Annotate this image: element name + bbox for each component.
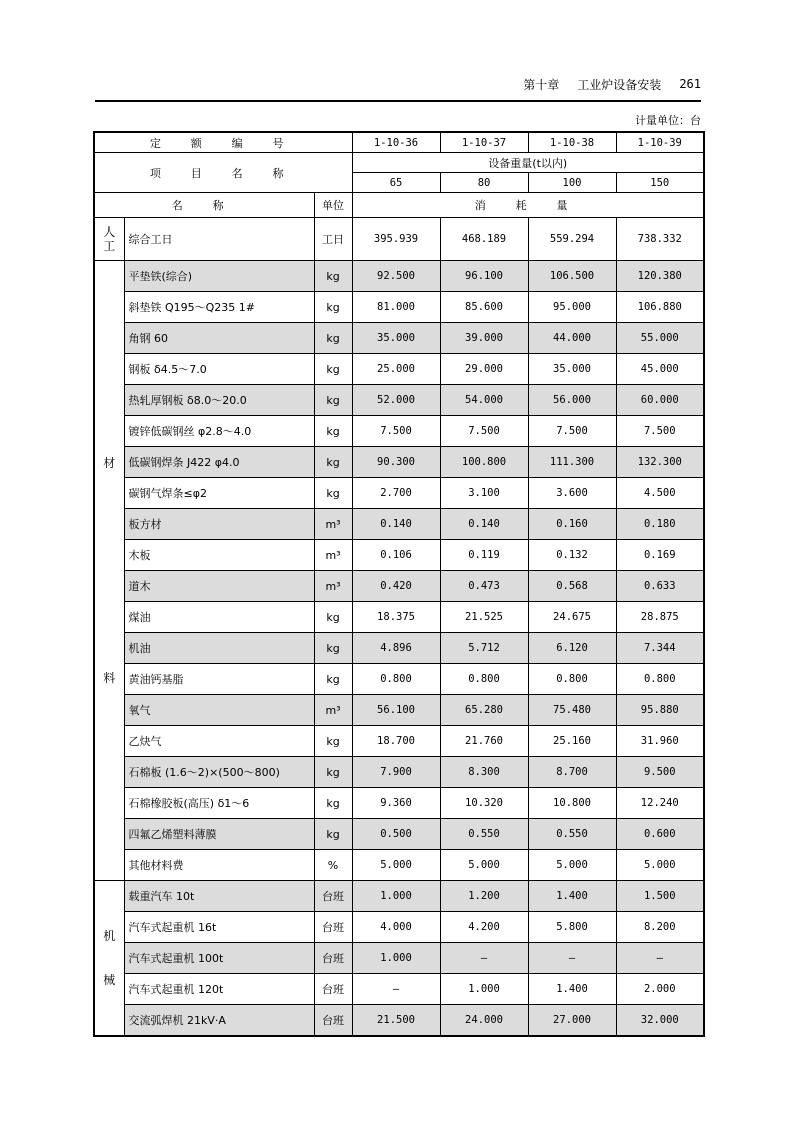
- material-item-unit: kg: [314, 664, 352, 695]
- material-row: [94, 385, 704, 416]
- material-value-cell: 81.000: [352, 292, 440, 323]
- material-value-cell: 18.700: [352, 726, 440, 757]
- material-value-cell: 21.760: [440, 726, 528, 757]
- machine-value-cell: 5.800: [528, 912, 616, 943]
- material-row: [94, 509, 704, 540]
- machine-value-cell: —: [440, 943, 528, 974]
- material-item-name: 道木: [124, 571, 314, 602]
- material-value-cell: 92.500: [352, 261, 440, 292]
- material-row: [94, 819, 704, 850]
- material-item-unit: kg: [314, 323, 352, 354]
- material-value-cell: 56.100: [352, 695, 440, 726]
- page-header: [95, 70, 701, 98]
- machine-value-cell: 2.000: [616, 974, 704, 1005]
- material-value-cell: 0.106: [352, 540, 440, 571]
- material-value-cell: 95.000: [528, 292, 616, 323]
- machine-item-name: 汽车式起重机 16t: [124, 912, 314, 943]
- material-item-unit: kg: [314, 602, 352, 633]
- material-row: [94, 261, 704, 292]
- machine-value-cell: —: [352, 974, 440, 1005]
- material-value-cell: 8.300: [440, 757, 528, 788]
- material-value-cell: 0.140: [440, 509, 528, 540]
- material-value-cell: 10.320: [440, 788, 528, 819]
- material-group-char: 料: [103, 670, 116, 685]
- material-value-cell: 85.600: [440, 292, 528, 323]
- chapter-label: 第十章: [523, 77, 560, 92]
- material-value-cell: 0.800: [352, 664, 440, 695]
- material-value-cell: 7.900: [352, 757, 440, 788]
- material-value-cell: 8.700: [528, 757, 616, 788]
- material-value-cell: 75.480: [528, 695, 616, 726]
- material-value-cell: 5.712: [440, 633, 528, 664]
- code-cell: 1-10-37: [440, 132, 528, 153]
- labor-value-cell: 395.939: [352, 218, 440, 261]
- col-unit-header: 单位: [314, 193, 352, 218]
- material-value-cell: 44.000: [528, 323, 616, 354]
- material-item-name: 碳钢气焊条≤φ2: [124, 478, 314, 509]
- material-item-name: 四氟乙烯塑料薄膜: [124, 819, 314, 850]
- labor-group-char: 人: [103, 224, 116, 239]
- material-value-cell: 0.169: [616, 540, 704, 571]
- machine-row: [94, 943, 704, 974]
- weight-cell: 150: [616, 173, 704, 193]
- material-item-unit: kg: [314, 447, 352, 478]
- weight-label-row: [94, 153, 704, 173]
- material-item-unit: kg: [314, 757, 352, 788]
- material-value-cell: 132.300: [616, 447, 704, 478]
- material-item-name: 热轧厚钢板 δ8.0～20.0: [124, 385, 314, 416]
- machine-value-cell: 32.000: [616, 1005, 704, 1037]
- material-row: [94, 633, 704, 664]
- material-value-cell: 39.000: [440, 323, 528, 354]
- material-value-cell: 5.000: [352, 850, 440, 881]
- weight-label: 设备重量(t以内): [352, 153, 704, 173]
- material-row: [94, 788, 704, 819]
- machine-value-cell: 4.000: [352, 912, 440, 943]
- material-value-cell: 106.500: [528, 261, 616, 292]
- material-value-cell: 0.160: [528, 509, 616, 540]
- material-value-cell: 0.420: [352, 571, 440, 602]
- material-item-name: 石棉橡胶板(高压) δ1～6: [124, 788, 314, 819]
- material-item-unit: m³: [314, 540, 352, 571]
- material-value-cell: 120.380: [616, 261, 704, 292]
- header-rule: [95, 100, 701, 102]
- machine-group-label: [94, 881, 124, 1037]
- material-value-cell: 0.600: [616, 819, 704, 850]
- material-row: [94, 354, 704, 385]
- material-item-name: 其他材料费: [124, 850, 314, 881]
- material-value-cell: 5.000: [616, 850, 704, 881]
- material-item-unit: m³: [314, 695, 352, 726]
- material-row: [94, 695, 704, 726]
- material-value-cell: 21.525: [440, 602, 528, 633]
- material-group-char: 材: [103, 456, 116, 471]
- material-item-name: 乙炔气: [124, 726, 314, 757]
- material-value-cell: 3.100: [440, 478, 528, 509]
- machine-value-cell: 24.000: [440, 1005, 528, 1037]
- material-row: [94, 664, 704, 695]
- material-item-unit: kg: [314, 292, 352, 323]
- machine-item-unit: 台班: [314, 912, 352, 943]
- material-value-cell: 5.000: [440, 850, 528, 881]
- labor-group-char: 工: [103, 239, 116, 253]
- machine-value-cell: 4.200: [440, 912, 528, 943]
- material-item-name: 机油: [124, 633, 314, 664]
- machine-value-cell: 1.200: [440, 881, 528, 912]
- material-row: [94, 757, 704, 788]
- material-value-cell: 9.500: [616, 757, 704, 788]
- material-value-cell: 25.000: [352, 354, 440, 385]
- material-value-cell: 100.800: [440, 447, 528, 478]
- material-value-cell: 5.000: [528, 850, 616, 881]
- machine-item-name: 汽车式起重机 100t: [124, 943, 314, 974]
- material-value-cell: 7.500: [528, 416, 616, 447]
- labor-value-cell: 559.294: [528, 218, 616, 261]
- material-value-cell: 3.600: [528, 478, 616, 509]
- material-value-cell: 0.633: [616, 571, 704, 602]
- material-value-cell: 0.140: [352, 509, 440, 540]
- col-name-header: 名 称: [94, 193, 314, 218]
- material-row: [94, 726, 704, 757]
- material-value-cell: 54.000: [440, 385, 528, 416]
- material-value-cell: 56.000: [528, 385, 616, 416]
- material-value-cell: 12.240: [616, 788, 704, 819]
- material-item-name: 钢板 δ4.5～7.0: [124, 354, 314, 385]
- material-value-cell: 29.000: [440, 354, 528, 385]
- material-item-name: 煤油: [124, 602, 314, 633]
- quota-table: [93, 131, 705, 1037]
- machine-value-cell: 27.000: [528, 1005, 616, 1037]
- material-item-unit: kg: [314, 819, 352, 850]
- machine-value-cell: 1.400: [528, 974, 616, 1005]
- material-value-cell: 0.119: [440, 540, 528, 571]
- material-value-cell: 0.550: [440, 819, 528, 850]
- machine-value-cell: 21.500: [352, 1005, 440, 1037]
- material-value-cell: 7.500: [440, 416, 528, 447]
- machine-value-cell: 8.200: [616, 912, 704, 943]
- item-name-label: 项 目 名 称: [94, 153, 352, 193]
- weight-cell: 100: [528, 173, 616, 193]
- material-value-cell: 60.000: [616, 385, 704, 416]
- material-value-cell: 35.000: [352, 323, 440, 354]
- labor-item-name: 综合工日: [124, 218, 314, 261]
- material-row: [94, 416, 704, 447]
- machine-row: [94, 1005, 704, 1037]
- material-value-cell: 6.120: [528, 633, 616, 664]
- material-value-cell: 0.473: [440, 571, 528, 602]
- machine-value-cell: 1.000: [440, 974, 528, 1005]
- labor-item-unit: 工日: [314, 218, 352, 261]
- material-value-cell: 0.500: [352, 819, 440, 850]
- material-item-name: 镀锌低碳钢丝 φ2.8～4.0: [124, 416, 314, 447]
- material-item-name: 平垫铁(综合): [124, 261, 314, 292]
- machine-value-cell: 1.400: [528, 881, 616, 912]
- material-value-cell: 0.568: [528, 571, 616, 602]
- code-cell: 1-10-38: [528, 132, 616, 153]
- material-value-cell: 111.300: [528, 447, 616, 478]
- material-row: [94, 571, 704, 602]
- labor-value-cell: 468.189: [440, 218, 528, 261]
- material-value-cell: 96.100: [440, 261, 528, 292]
- material-value-cell: 18.375: [352, 602, 440, 633]
- material-value-cell: 65.280: [440, 695, 528, 726]
- material-value-cell: 9.360: [352, 788, 440, 819]
- material-item-name: 斜垫铁 Q195～Q235 1#: [124, 292, 314, 323]
- machine-item-name: 交流弧焊机 21kV·A: [124, 1005, 314, 1037]
- machine-row: [94, 881, 704, 912]
- material-row: [94, 602, 704, 633]
- material-value-cell: 24.675: [528, 602, 616, 633]
- material-value-cell: 52.000: [352, 385, 440, 416]
- material-item-unit: kg: [314, 354, 352, 385]
- machine-group-char: 械: [103, 973, 116, 987]
- material-row: [94, 292, 704, 323]
- material-value-cell: 0.800: [528, 664, 616, 695]
- machine-row: [94, 912, 704, 943]
- material-item-name: 木板: [124, 540, 314, 571]
- unit-note: 计量单位：台: [635, 114, 701, 127]
- labor-group-label: [94, 218, 124, 261]
- material-value-cell: 2.700: [352, 478, 440, 509]
- quota-code-row: [94, 132, 704, 153]
- labor-row: [94, 218, 704, 261]
- material-item-unit: m³: [314, 509, 352, 540]
- material-value-cell: 0.800: [616, 664, 704, 695]
- material-value-cell: 7.344: [616, 633, 704, 664]
- weight-cell: 80: [440, 173, 528, 193]
- machine-value-cell: 1.000: [352, 881, 440, 912]
- material-item-unit: kg: [314, 385, 352, 416]
- material-item-unit: kg: [314, 726, 352, 757]
- machine-value-cell: 1.000: [352, 943, 440, 974]
- material-value-cell: 31.960: [616, 726, 704, 757]
- machine-item-unit: 台班: [314, 881, 352, 912]
- material-value-cell: 35.000: [528, 354, 616, 385]
- material-item-unit: kg: [314, 261, 352, 292]
- machine-item-unit: 台班: [314, 974, 352, 1005]
- machine-item-unit: 台班: [314, 943, 352, 974]
- column-header-row: [94, 193, 704, 218]
- material-value-cell: 90.300: [352, 447, 440, 478]
- weight-cell: 65: [352, 173, 440, 193]
- material-row: [94, 323, 704, 354]
- machine-value-cell: 1.500: [616, 881, 704, 912]
- material-item-name: 氧气: [124, 695, 314, 726]
- material-value-cell: 7.500: [352, 416, 440, 447]
- material-group-label: [94, 261, 124, 881]
- page-number: 261: [679, 77, 701, 91]
- material-value-cell: 106.880: [616, 292, 704, 323]
- machine-value-cell: —: [616, 943, 704, 974]
- material-item-unit: m³: [314, 571, 352, 602]
- material-item-unit: kg: [314, 478, 352, 509]
- material-value-cell: 4.500: [616, 478, 704, 509]
- material-value-cell: 25.160: [528, 726, 616, 757]
- material-value-cell: 4.896: [352, 633, 440, 664]
- material-value-cell: 0.180: [616, 509, 704, 540]
- material-value-cell: 10.800: [528, 788, 616, 819]
- material-item-name: 低碳钢焊条 J422 φ4.0: [124, 447, 314, 478]
- material-value-cell: 55.000: [616, 323, 704, 354]
- material-item-unit: %: [314, 850, 352, 881]
- material-value-cell: 95.880: [616, 695, 704, 726]
- col-consumption-header: 消 耗 量: [352, 193, 704, 218]
- material-item-name: 石棉板 (1.6～2)×(500～800): [124, 757, 314, 788]
- material-item-unit: kg: [314, 633, 352, 664]
- material-row: [94, 540, 704, 571]
- code-cell: 1-10-39: [616, 132, 704, 153]
- material-row: [94, 447, 704, 478]
- material-value-cell: 45.000: [616, 354, 704, 385]
- machine-item-name: 汽车式起重机 120t: [124, 974, 314, 1005]
- quota-label: 定 额 编 号: [94, 132, 352, 153]
- material-item-name: 角钢 60: [124, 323, 314, 354]
- labor-value-cell: 738.332: [616, 218, 704, 261]
- machine-item-unit: 台班: [314, 1005, 352, 1037]
- material-item-name: 黄油钙基脂: [124, 664, 314, 695]
- material-row: [94, 850, 704, 881]
- machine-group-char: 机: [103, 928, 116, 943]
- material-value-cell: 0.800: [440, 664, 528, 695]
- machine-row: [94, 974, 704, 1005]
- material-value-cell: 0.550: [528, 819, 616, 850]
- chapter-title: 工业炉设备安装: [577, 77, 662, 92]
- material-value-cell: 7.500: [616, 416, 704, 447]
- machine-item-name: 载重汽车 10t: [124, 881, 314, 912]
- code-cell: 1-10-36: [352, 132, 440, 153]
- material-value-cell: 28.875: [616, 602, 704, 633]
- material-item-name: 板方材: [124, 509, 314, 540]
- material-value-cell: 0.132: [528, 540, 616, 571]
- machine-value-cell: —: [528, 943, 616, 974]
- material-item-unit: kg: [314, 416, 352, 447]
- material-item-unit: kg: [314, 788, 352, 819]
- material-row: [94, 478, 704, 509]
